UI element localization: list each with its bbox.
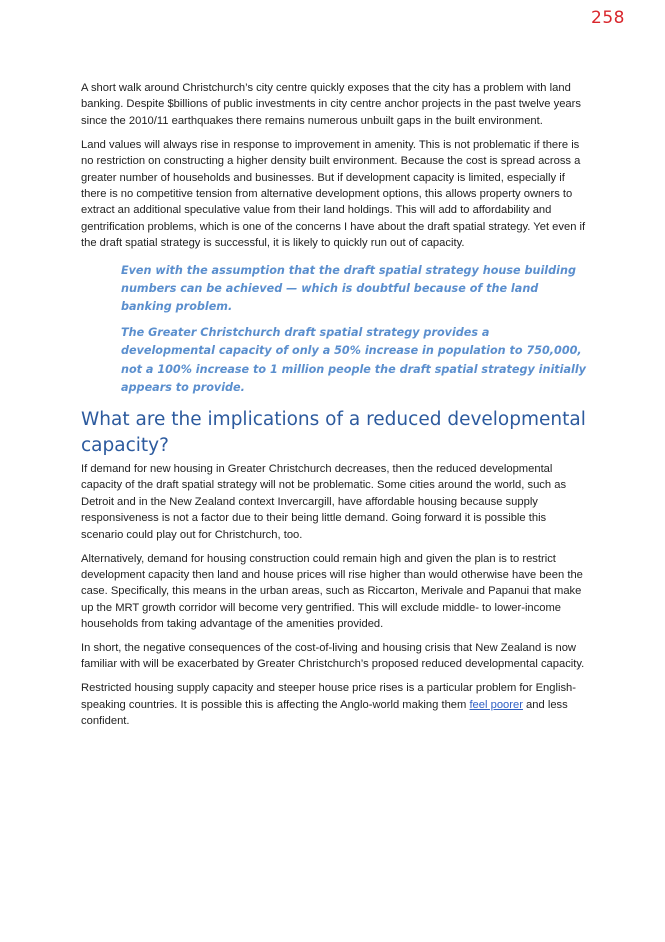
intro-paragraph-2: Land values will always rise in response to improvement in amenity. This is not problematic if there is no restriction on constructing a higher density built environment. Because the cost is spread across a greater number of households and businesses. But if development capacity is limited, especially if there is no competitive tension from alternative development options, this allows property owners to extract an additional speculative value from their land holdings. This will add to affordability and gentrification problems, which is one of the concerns I have about the draft spatial strategy. Yet even if the draft spatial strategy is successful, it is likely to quickly run out of capacity. bbox=[81, 138, 586, 250]
section-paragraph-3: In short, the negative consequences of the cost-of-living and housing crisis that New Zealand is now familiar with will be exacerbated by Greater Christchurch’s proposed reduced developmental capacity. bbox=[81, 642, 585, 671]
document-body bbox=[81, 80, 586, 737]
pull-quote-1: Even with the assumption that the draft spatial strategy house building numbers can be achieved — which is doubtful because of the land banking problem. bbox=[121, 263, 576, 313]
pull-quote-block bbox=[121, 262, 586, 397]
intro-paragraph-1: A short walk around Christchurch’s city centre quickly exposes that the city has a problem with land banking. Despite $billions of public investments in city centre anchor projects in the past twelve years since the 2010/11 earthquakes there remains numerous unbuilt gaps in the built environment. bbox=[81, 82, 581, 127]
page-number: 258 bbox=[591, 8, 625, 28]
feel-poorer-link[interactable]: feel poorer bbox=[469, 698, 523, 711]
section-paragraph-1: If demand for new housing in Greater Christchurch decreases, then the reduced developmental capacity of the draft spatial strategy will not be problematic. Some cities around the world, such as Detroit and in the New Zealand context Invercargill, have affordable housing because supply responsiveness is not a factor due to their being little demand. Going forward it is possible this scenario could play out for Christchurch, too. bbox=[81, 462, 567, 541]
paragraph-4-text-after: and less confident. bbox=[81, 698, 568, 728]
pull-quote-2: The Greater Christchurch draft spatial strategy provides a developmental capacity of only a 50% increase in population to 750,000, not a 100% increase to 1 million people the draft spatial strategy initially appears to provide. bbox=[121, 326, 586, 394]
section-paragraph-4 bbox=[81, 680, 586, 729]
paragraph-4-text-before: Restricted housing supply capacity and steeper house price rises is a particular problem for English-speaking countries. It is possible this is affecting the Anglo-world making them bbox=[81, 682, 576, 711]
section-heading: What are the implications of a reduced developmental capacity? bbox=[81, 408, 586, 456]
section-paragraph-2: Alternatively, demand for housing construction could remain high and given the plan is to restrict development capacity then land and house prices will rise higher than would otherwise have been the case. Specifically, this means in the urban areas, such as Riccarton, Merivale and Papanui that make up the MRT growth corridor will become very gentrified. This will exclude middle- to lower-income households from taking advantage of the amenities provided. bbox=[81, 552, 583, 631]
